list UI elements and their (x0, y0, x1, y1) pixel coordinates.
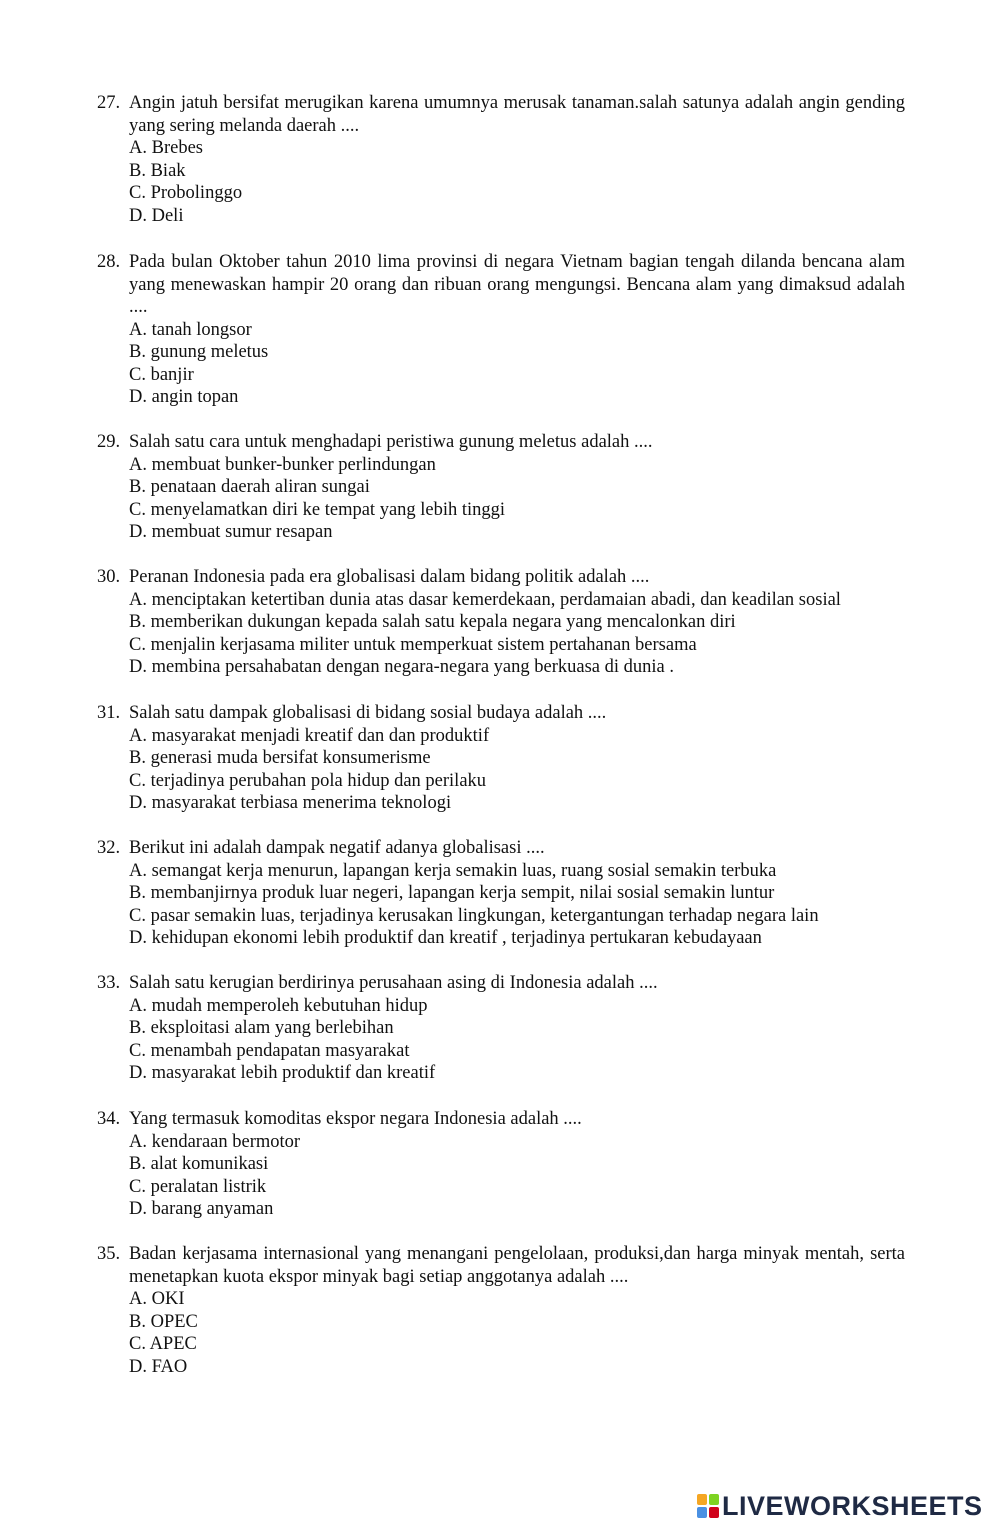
answer-option[interactable]: B. gunung meletus (129, 342, 269, 362)
answer-option[interactable]: B. generasi muda bersifat konsumerisme (129, 748, 431, 768)
question-text: Berikut ini adalah dampak negatif adanya globalisasi .... (129, 838, 545, 858)
answer-options (129, 454, 905, 544)
answer-option[interactable]: C. menyelamatkan diri ke tempat yang lebih tinggi (129, 499, 506, 520)
question-number: 28. (97, 252, 121, 272)
question-number: 35. (97, 1244, 121, 1264)
answer-option[interactable]: B. penataan daerah aliran sungai (129, 477, 370, 497)
answer-option[interactable]: D. kehidupan ekonomi lebih produktif dan kreatif , terjadinya pertukaran kebudayaan (129, 928, 762, 948)
answer-option[interactable]: D. angin topan (129, 387, 239, 407)
answer-options (129, 1131, 905, 1221)
answer-option[interactable]: D. Deli (129, 205, 184, 226)
answer-option[interactable]: B. memberikan dukungan kepada salah satu kepala negara yang mencalonkan diri (129, 612, 736, 632)
question-33 (97, 972, 905, 1085)
question-text: Salah satu kerugian berdirinya perusahaan asing di Indonesia adalah .... (129, 973, 658, 993)
answer-option[interactable]: D. masyarakat terbiasa menerima teknologi (129, 793, 452, 813)
answer-options (129, 860, 905, 950)
answer-option[interactable]: D. membuat sumur resapan (129, 522, 333, 542)
answer-option[interactable]: C. pasar semakin luas, terjadinya kerusakan lingkungan, ketergantungan terhadap negara lain (129, 905, 819, 926)
answer-option[interactable]: C. terjadinya perubahan pola hidup dan perilaku (129, 770, 487, 791)
answer-option[interactable]: C. Probolinggo (129, 183, 243, 203)
question-34 (97, 1108, 905, 1221)
answer-option[interactable]: A. kendaraan bermotor (129, 1131, 301, 1152)
question-30 (97, 566, 905, 679)
answer-option[interactable]: A. semangat kerja menurun, lapangan kerja semakin luas, ruang sosial semakin terbuka (129, 860, 777, 881)
question-32 (97, 837, 905, 950)
question-text: Peranan Indonesia pada era globalisasi dalam bidang politik adalah .... (129, 567, 650, 587)
answer-option[interactable]: A. membuat bunker-bunker perlindungan (129, 454, 436, 475)
answer-option[interactable]: A. Brebes (129, 138, 203, 158)
answer-options (129, 1288, 905, 1378)
question-28 (97, 251, 905, 409)
question-number: 34. (97, 1109, 121, 1129)
question-number: 30. (97, 567, 121, 587)
answer-option[interactable]: C. APEC (129, 1334, 197, 1354)
answer-option[interactable]: A. mudah memperoleh kebutuhan hidup (129, 995, 428, 1016)
answer-option[interactable]: A. masyarakat menjadi kreatif dan dan produktif (129, 725, 490, 746)
answer-option[interactable]: B. OPEC (129, 1311, 198, 1332)
liveworksheets-logo-icon (697, 1494, 719, 1518)
question-text: Salah satu cara untuk menghadapi peristiwa gunung meletus adalah .... (129, 432, 653, 452)
logo-text: LIVEWORKSHEETS (722, 1490, 983, 1521)
question-number: 27. (97, 93, 121, 113)
answer-option[interactable]: C. peralatan listrik (129, 1176, 267, 1197)
question-number: 29. (97, 432, 121, 452)
answer-options (129, 725, 905, 815)
answer-option[interactable]: B. eksploitasi alam yang berlebihan (129, 1018, 394, 1038)
answer-option[interactable]: D. barang anyaman (129, 1199, 274, 1219)
answer-option[interactable]: D. FAO (129, 1356, 188, 1377)
answer-option[interactable]: C. banjir (129, 364, 194, 385)
question-text: Pada bulan Oktober tahun 2010 lima provinsi di negara Vietnam bagian tengah dilanda bencana alam yang menewaskan hampir 20 orang dan ribuan orang mengungsi. Bencana alam yang dimaksud adalah .... (129, 252, 905, 317)
answer-options (129, 137, 905, 227)
question-27 (97, 92, 905, 227)
question-35 (97, 1243, 905, 1378)
answer-options (129, 319, 905, 409)
liveworksheets-logo[interactable] (697, 1491, 983, 1521)
answer-option[interactable]: C. menambah pendapatan masyarakat (129, 1040, 410, 1061)
question-29 (97, 431, 905, 544)
question-text: Badan kerjasama internasional yang menangani pengelolaan, produksi,dan harga minyak mentah, serta menetapkan kuota ekspor minyak bagi setiap anggotanya adalah .... (129, 1244, 905, 1287)
answer-option[interactable]: D. membina persahabatan dengan negara-negara yang berkuasa di dunia . (129, 657, 675, 677)
question-number: 32. (97, 838, 121, 858)
question-number: 33. (97, 973, 121, 993)
answer-option[interactable]: A. tanah longsor (129, 319, 252, 340)
answer-option[interactable]: D. masyarakat lebih produktif dan kreatif (129, 1063, 436, 1083)
answer-option[interactable]: B. Biak (129, 160, 186, 181)
question-text: Salah satu dampak globalisasi di bidang sosial budaya adalah .... (129, 703, 607, 723)
question-number: 31. (97, 703, 121, 723)
question-text: Yang termasuk komoditas ekspor negara Indonesia adalah .... (129, 1109, 582, 1129)
answer-options (129, 995, 905, 1085)
answer-option[interactable]: B. alat komunikasi (129, 1154, 269, 1174)
answer-option[interactable]: A. menciptakan ketertiban dunia atas dasar kemerdekaan, perdamaian abadi, dan keadilan sosial (129, 589, 841, 610)
question-text: Angin jatuh bersifat merugikan karena umumnya merusak tanaman.salah satunya adalah angin gending yang sering melanda daerah .... (129, 93, 905, 136)
answer-option[interactable]: A. OKI (129, 1289, 185, 1309)
answer-option[interactable]: C. menjalin kerjasama militer untuk memperkuat sistem pertahanan bersama (129, 634, 697, 655)
question-31 (97, 702, 905, 815)
answer-options (129, 589, 905, 679)
answer-option[interactable]: B. membanjirnya produk luar negeri, lapangan kerja sempit, nilai sosial semakin luntur (129, 883, 775, 903)
